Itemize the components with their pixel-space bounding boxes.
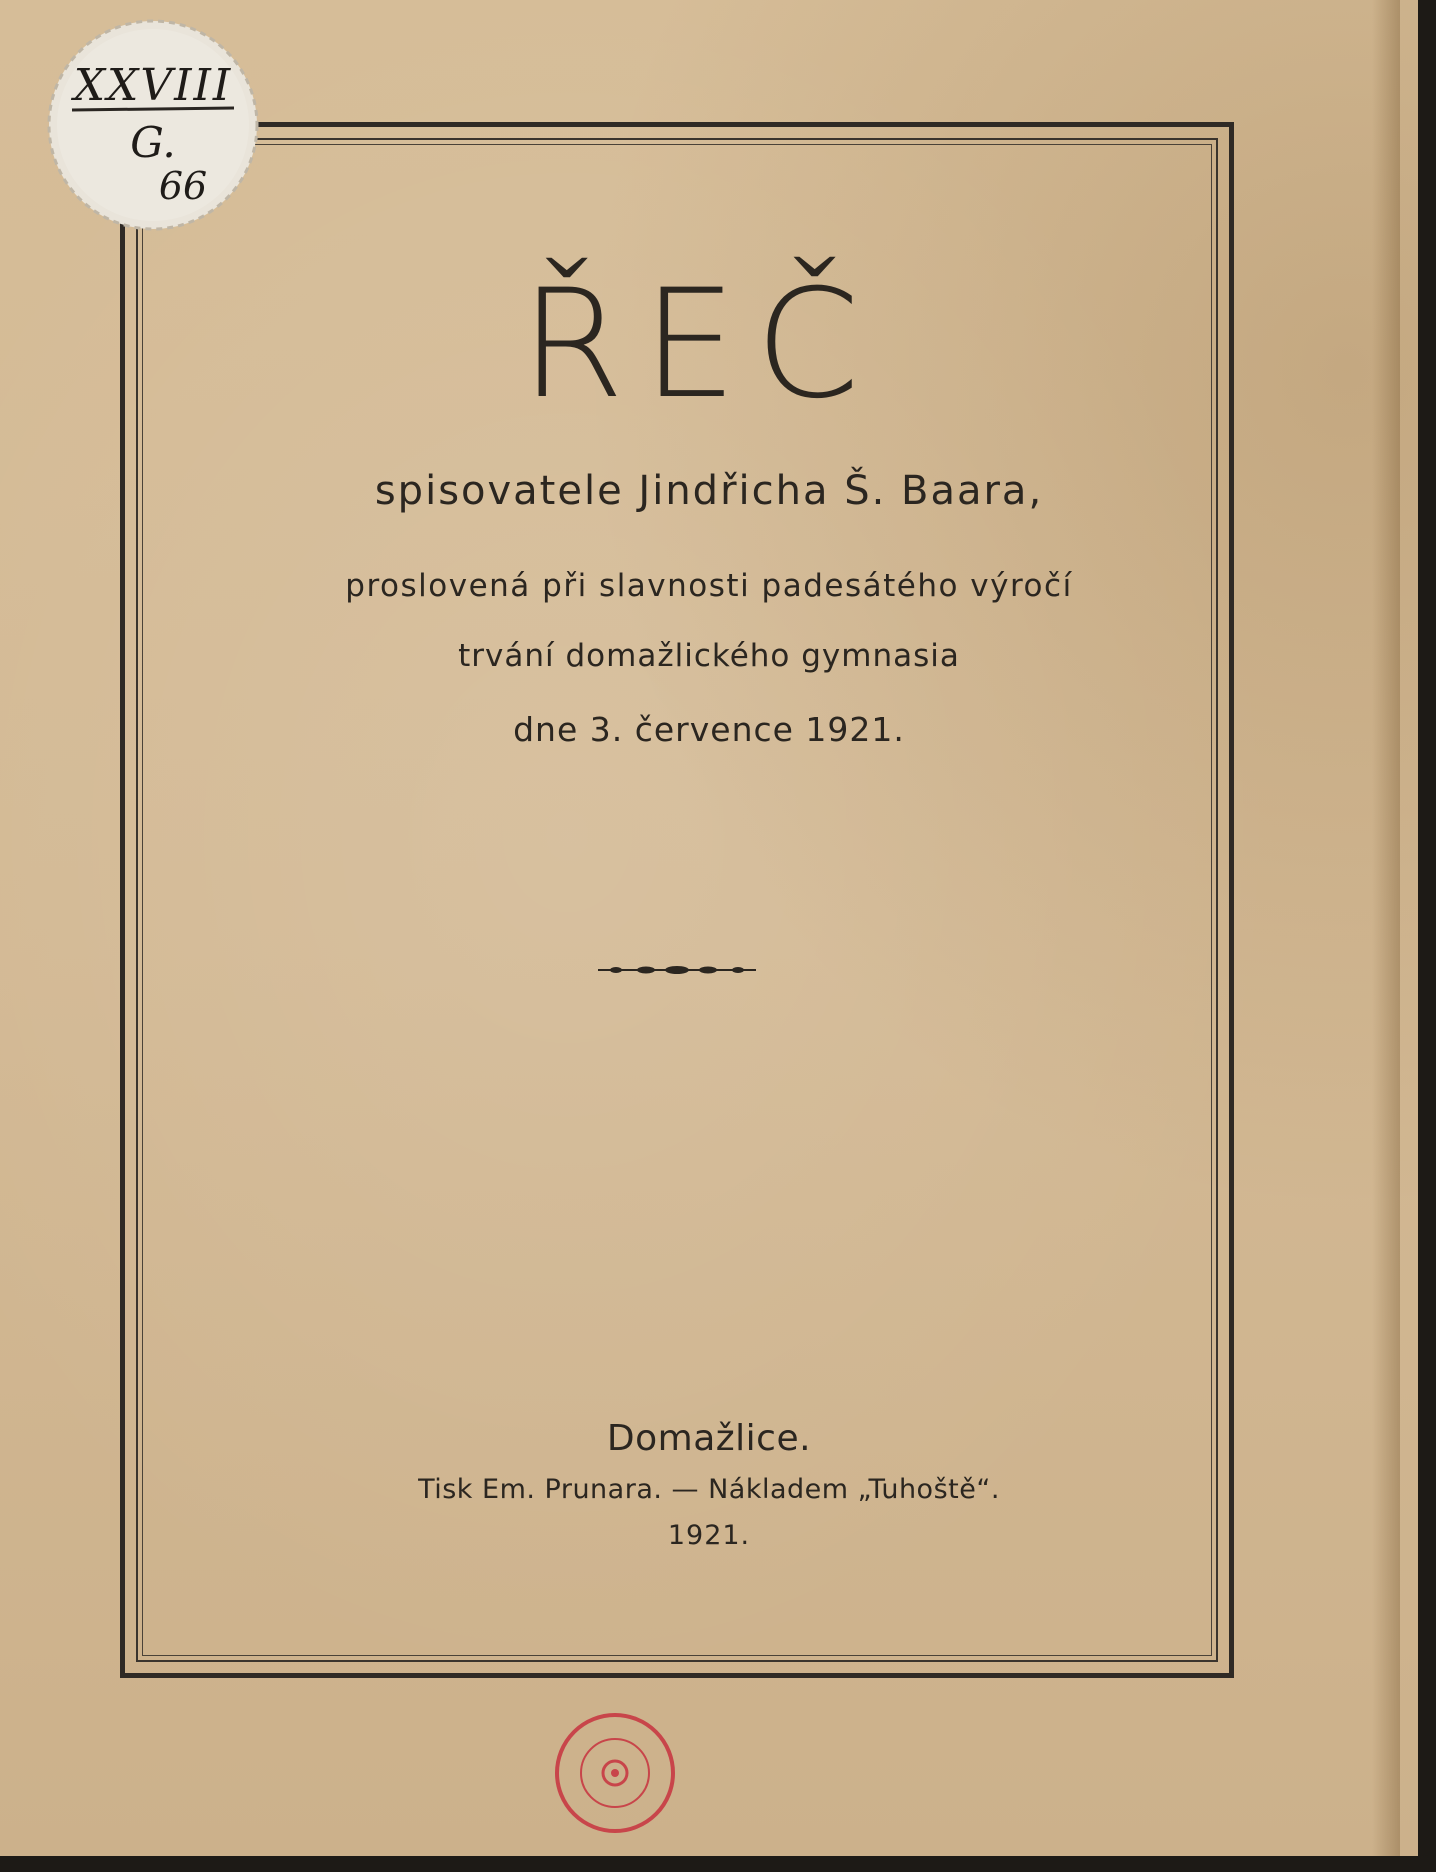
subtitle-line-3: trvání domažlického gymnasia (458, 638, 960, 674)
imprint-year: 1921. (667, 1520, 751, 1551)
subtitle-line-1: spisovatele Jindřicha Š. Baara, (374, 468, 1044, 514)
shelf-mark-line-2: G. (130, 118, 176, 167)
subtitle-line-4: dne 3. července 1921. (513, 710, 905, 749)
cover-title: ŘEČ (520, 258, 878, 432)
gallery-stamp (552, 1710, 678, 1836)
imprint-printer: Tisk Em. Prunara. — Nákladem „Tuhoště“. (418, 1474, 1000, 1505)
subtitle-line-2: proslovená při slavnosti padesátého výročí (345, 568, 1073, 604)
shelf-mark-line-1: XXVIII (73, 60, 233, 111)
imprint-place: Domažlice. (606, 1418, 812, 1459)
ornament-divider (596, 966, 758, 974)
shelf-mark-line-3: 66 (158, 164, 208, 208)
